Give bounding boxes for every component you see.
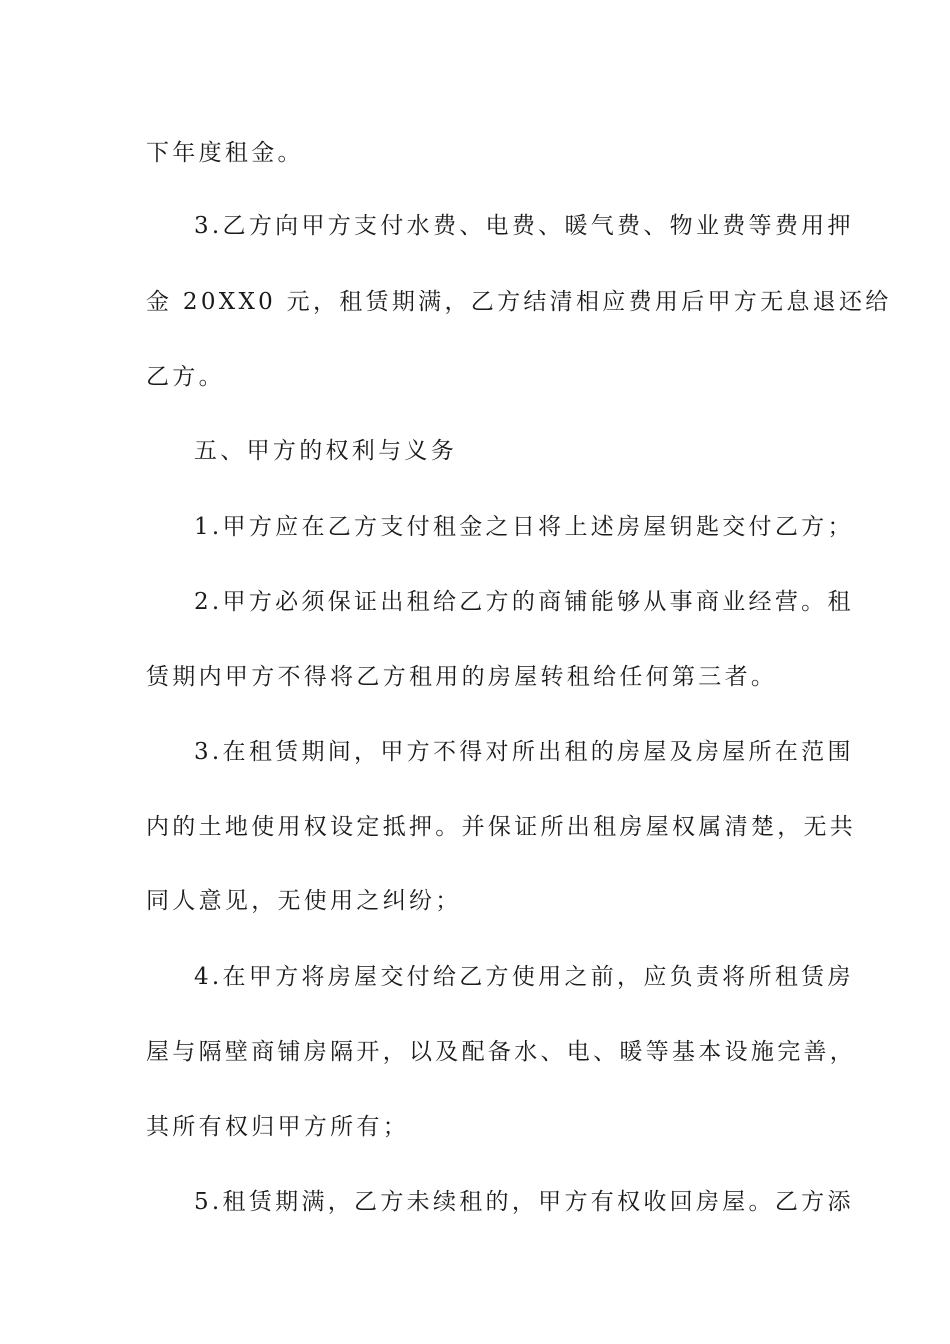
section-heading: 五、甲方的权利与义务	[194, 438, 457, 464]
text-line: 内的土地使用权设定抵押。并保证所出租房屋权属清楚，无共	[146, 814, 857, 840]
text-line: 5.租赁期满，乙方未续租的，甲方有权收回房屋。乙方添	[194, 1189, 854, 1215]
text-line: 赁期内甲方不得将乙方租用的房屋转租给任何第三者。	[146, 664, 778, 690]
text-line: 4.在甲方将房屋交付给乙方使用之前，应负责将所租赁房	[194, 964, 854, 990]
text-line: 其所有权归甲方所有；	[146, 1114, 409, 1140]
text-line: 下年度租金。	[146, 140, 304, 166]
text-line: 乙方。	[146, 364, 225, 390]
text-line: 3.在租赁期间，甲方不得对所出租的房屋及房屋所在范围	[194, 739, 854, 765]
text-line: 屋与隔壁商铺房隔开，以及配备水、电、暖等基本设施完善，	[146, 1039, 857, 1065]
text-line: 同人意见，无使用之纠纷；	[146, 888, 462, 914]
text-line: 2.甲方必须保证出租给乙方的商铺能够从事商业经营。租	[194, 589, 854, 615]
text-line: 金 20XX0 元，租赁期满，乙方结清相应费用后甲方无息退还给	[146, 289, 892, 315]
text-line: 1.甲方应在乙方支付租金之日将上述房屋钥匙交付乙方；	[194, 514, 854, 540]
text-line: 3.乙方向甲方支付水费、电费、暖气费、物业费等费用押	[194, 213, 854, 239]
